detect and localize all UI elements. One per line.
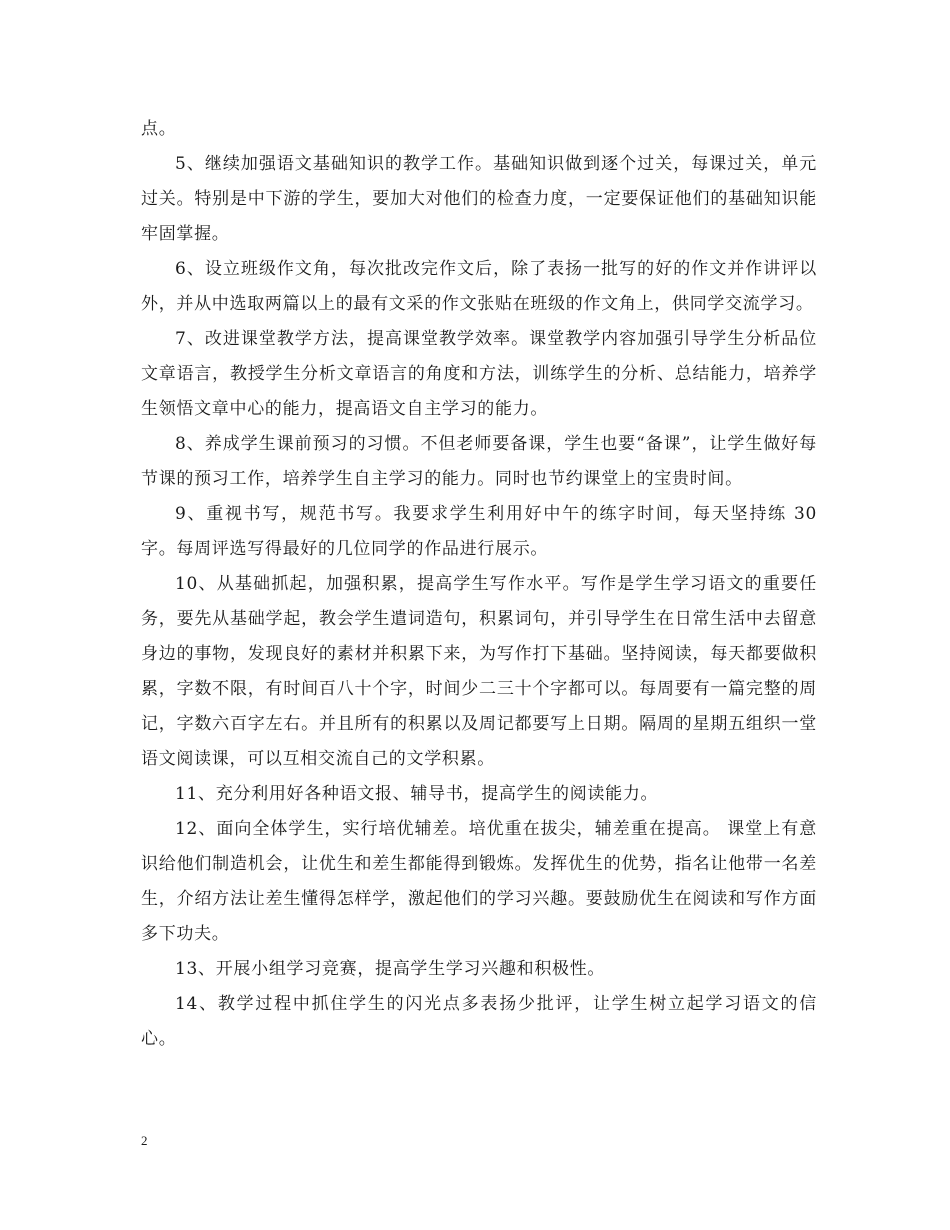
document-body	[141, 112, 817, 1057]
paragraph-item-5: 5、继续加强语文基础知识的教学工作。基础知识做到逐个过关，每课过关，单元过关。特别是中下游的学生，要加大对他们的检查力度，一定要保证他们的基础知识能牢固掌握。	[141, 154, 817, 244]
page-number: 2	[141, 1133, 148, 1148]
paragraph-continuation: 点。	[141, 119, 177, 139]
paragraph-item-13: 13、开展小组学习竞赛，提高学生学习兴趣和积极性。	[175, 959, 606, 979]
paragraph-item-7: 7、改进课堂教学方法，提高课堂教学效率。课堂教学内容加强引导学生分析品位文章语言，教授学生分析文章语言的角度和方法，训练学生的分析、总结能力，培养学生领悟文章中心的能力，提高语文自主学习的能力。	[141, 329, 817, 419]
paragraph-item-11: 11、充分利用好各种语文报、辅导书，提高学生的阅读能力。	[175, 784, 659, 804]
paragraph-item-9: 9、重视书写，规范书写。我要求学生利用好中午的练字时间，每天坚持练 30 字。每周评选写得最好的几位同学的作品进行展示。	[141, 504, 817, 559]
paragraph-item-12: 12、面向全体学生，实行培优辅差。培优重在拔尖，辅差重在提高。 课堂上有意识给他们制造机会，让优生和差生都能得到锻炼。发挥优生的优势，指名让他带一名差生，介绍方法让差生懂得怎样学，激起他们的学习兴趣。要鼓励优生在阅读和写作方面多下功夫。	[141, 819, 817, 944]
paragraph-item-14: 14、教学过程中抓住学生的闪光点多表扬少批评，让学生树立起学习语文的信心。	[141, 994, 817, 1049]
paragraph-item-8: 8、养成学生课前预习的习惯。不但老师要备课，学生也要“备课”，让学生做好每节课的预习工作，培养学生自主学习的能力。同时也节约课堂上的宝贵时间。	[141, 434, 817, 489]
paragraph-item-10: 10、从基础抓起，加强积累，提高学生写作水平。写作是学生学习语文的重要任务，要先从基础学起，教会学生遣词造句，积累词句，并引导学生在日常生活中去留意身边的事物，发现良好的素材并积累下来，为写作打下基础。坚持阅读，每天都要做积累，字数不限，有时间百八十个字，时间少二三十个字都可以。每周要有一篇完整的周记，字数六百字左右。并且所有的积累以及周记都要写上日期。隔周的星期五组织一堂语文阅读课，可以互相交流自己的文学积累。	[141, 574, 817, 769]
paragraph-item-6: 6、设立班级作文角，每次批改完作文后，除了表扬一批写的好的作文并作讲评以外，并从中选取两篇以上的最有文采的作文张贴在班级的作文角上，供同学交流学习。	[141, 259, 817, 314]
